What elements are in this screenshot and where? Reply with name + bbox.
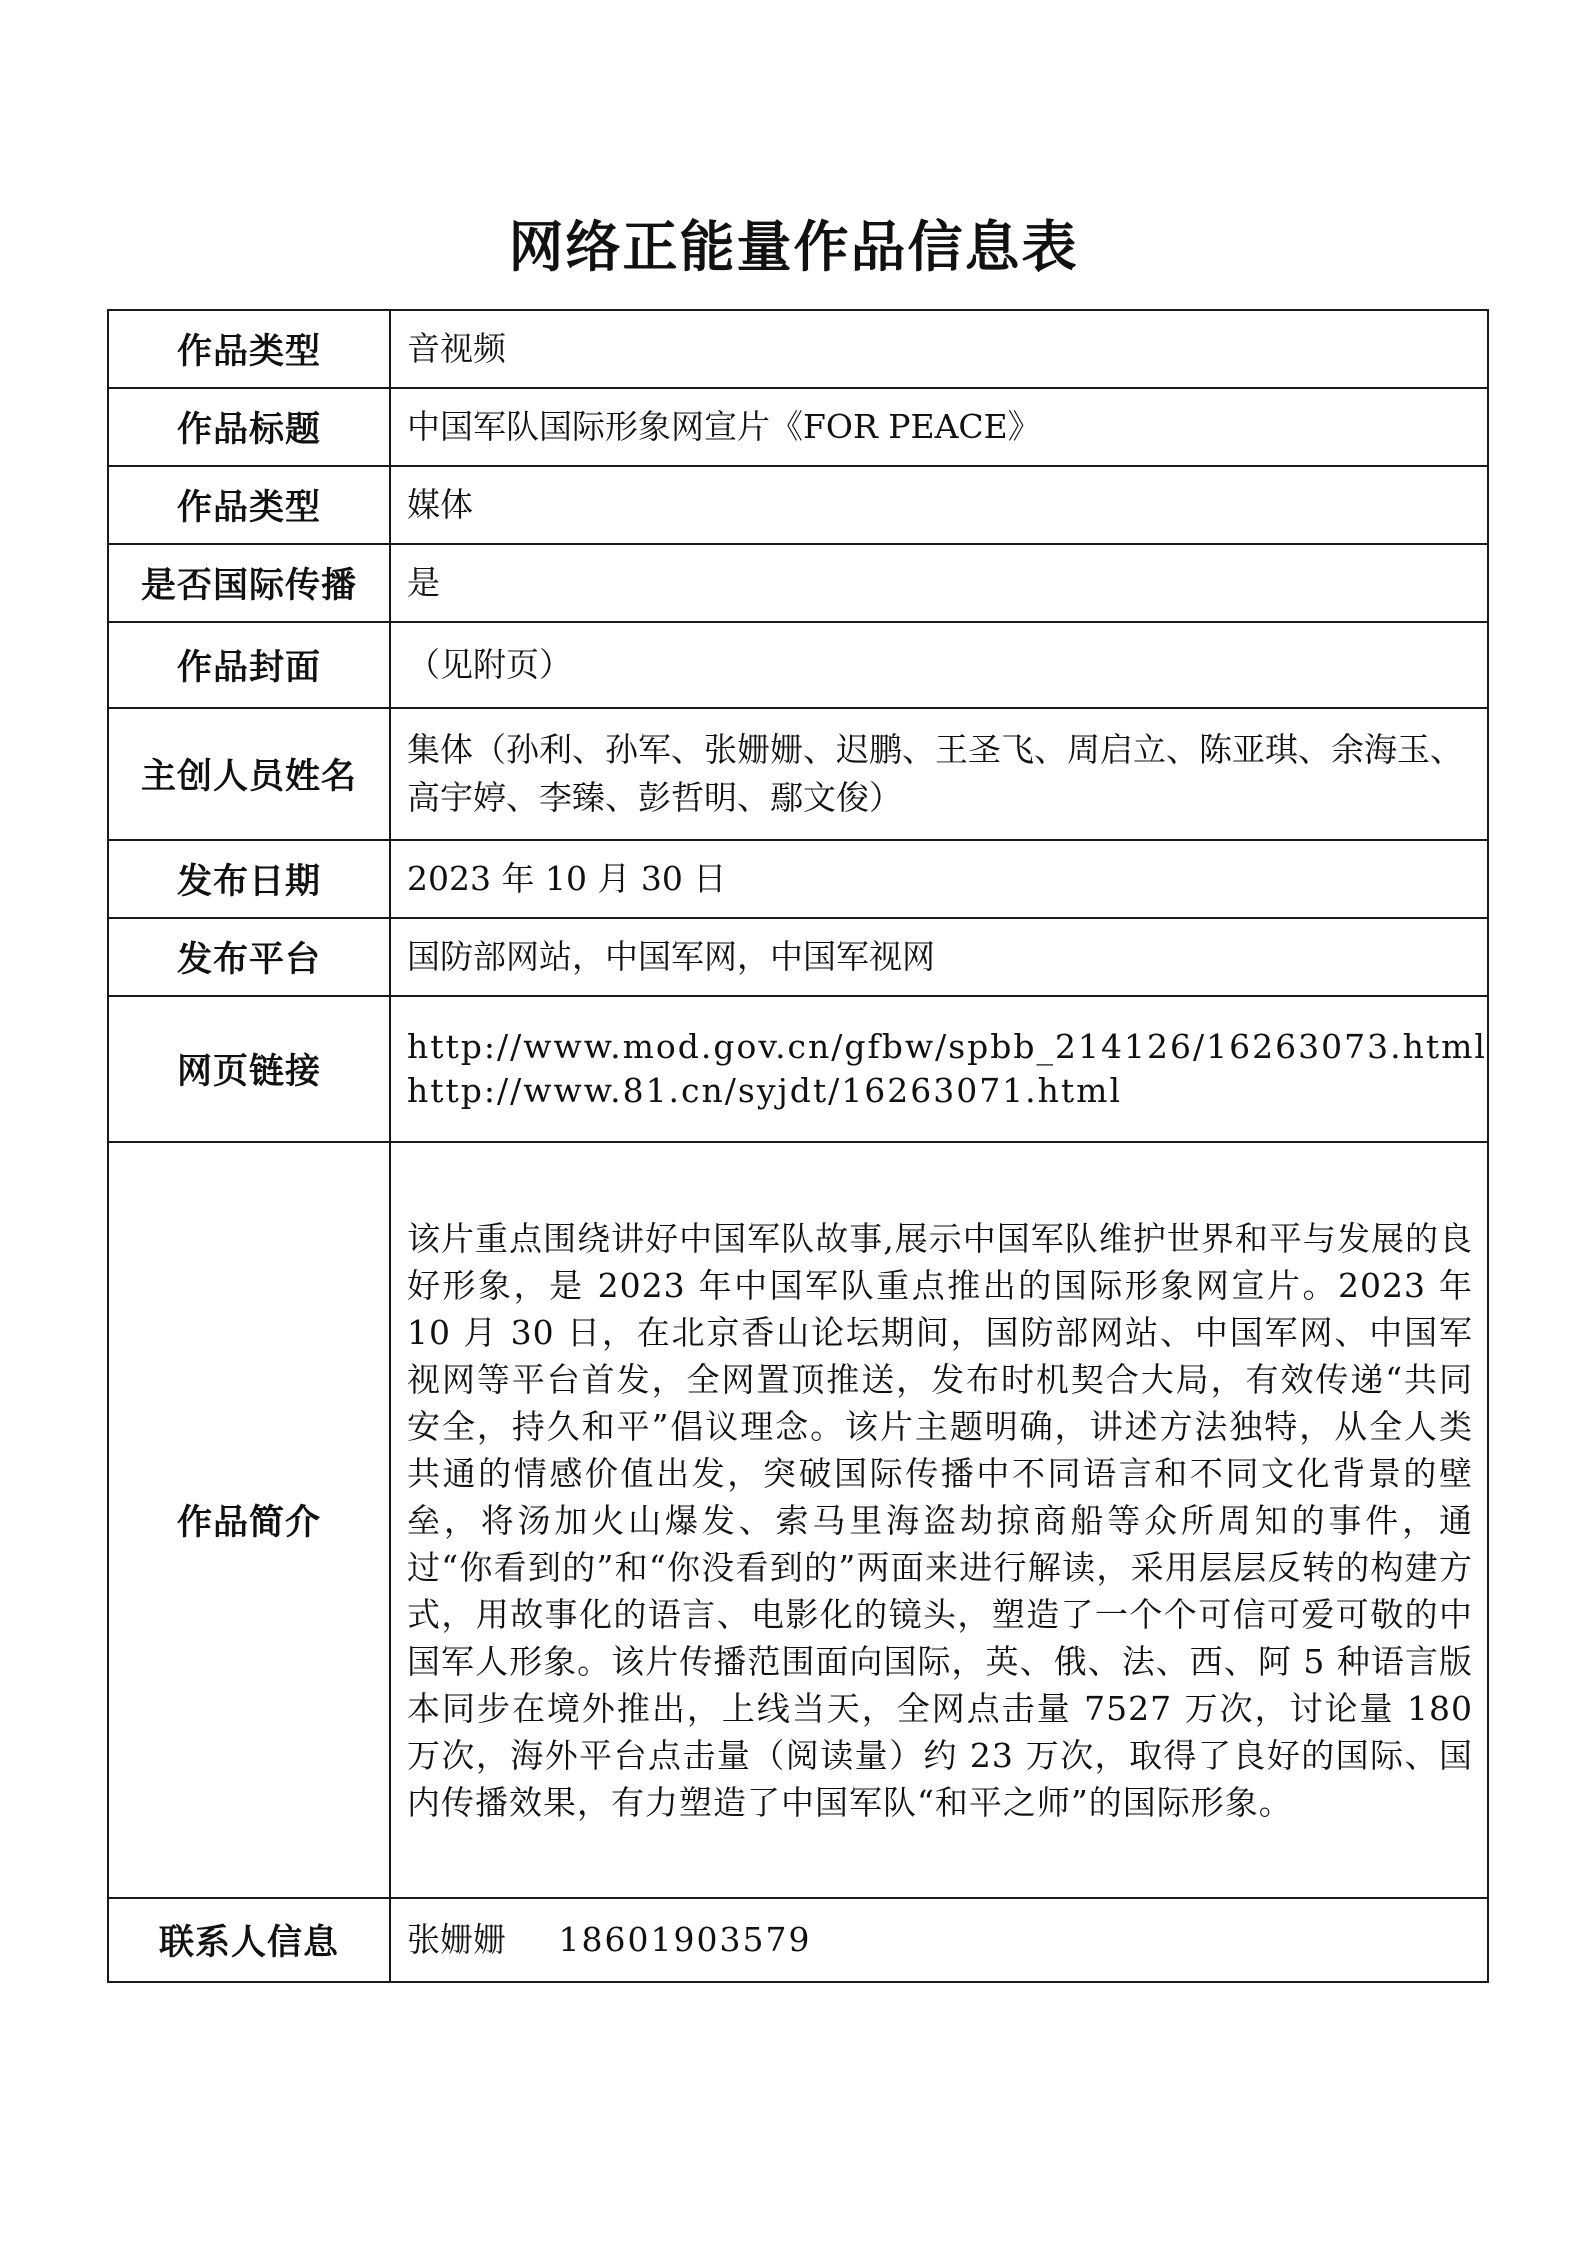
label-links: 网页链接 xyxy=(108,996,390,1142)
value-international: 是 xyxy=(390,544,1488,622)
contact-name: 张姗姗 xyxy=(407,1920,506,1959)
label-publish-date: 发布日期 xyxy=(108,840,390,918)
label-platform: 发布平台 xyxy=(108,918,390,996)
row-work-category xyxy=(108,466,1488,544)
row-work-type xyxy=(108,310,1488,388)
value-links xyxy=(390,996,1488,1142)
label-summary: 作品简介 xyxy=(108,1142,390,1898)
label-work-title: 作品标题 xyxy=(108,388,390,466)
label-creators: 主创人员姓名 xyxy=(108,708,390,840)
value-creators: 集体（孙利、孙军、张姗姗、迟鹏、王圣飞、周启立、陈亚琪、余海玉、高宇婷、李臻、彭哲明、鄢文俊） xyxy=(390,708,1488,840)
row-international xyxy=(108,544,1488,622)
link-mod[interactable]: http://www.mod.gov.cn/gfbw/spbb_214126/16263073.html xyxy=(407,1027,1487,1066)
label-contact: 联系人信息 xyxy=(108,1898,390,1982)
value-work-type: 音视频 xyxy=(390,310,1488,388)
contact-phone: 18601903579 xyxy=(558,1920,812,1959)
value-work-title: 中国军队国际形象网宣片《FOR PEACE》 xyxy=(390,388,1488,466)
row-platform xyxy=(108,918,1488,996)
row-contact xyxy=(108,1898,1488,1982)
label-cover: 作品封面 xyxy=(108,622,390,708)
value-work-category: 媒体 xyxy=(390,466,1488,544)
row-work-title xyxy=(108,388,1488,466)
value-contact xyxy=(390,1898,1488,1982)
link-81cn[interactable]: http://www.81.cn/syjdt/16263071.html xyxy=(407,1071,1123,1110)
row-summary xyxy=(108,1142,1488,1898)
label-work-category: 作品类型 xyxy=(108,466,390,544)
value-cover: （见附页） xyxy=(390,622,1488,708)
value-platform: 国防部网站，中国军网，中国军视网 xyxy=(390,918,1488,996)
value-publish-date: 2023 年 10 月 30 日 xyxy=(390,840,1488,918)
row-links xyxy=(108,996,1488,1142)
value-summary xyxy=(390,1142,1488,1898)
summary-text: 该片重点围绕讲好中国军队故事,展示中国军队维护世界和平与发展的良好形象，是 2023 年中国军队重点推出的国际形象网宣片。2023 年 10 月 30 日，在北京香山论坛期间，国防部网站、中国军网、中国军视网等平台首发，全网置顶推送，发布时机契合大局，有效传递“共同安全，持久和平”倡议理念。该片主题明确，讲述方法独特，从全人类共通的情感价值出发，突破国际传播中不同语言和不同文化背景的壁垒，将汤加火山爆发、索马里海盗劫掠商船等众所周知的事件，通过“你看到的”和“你没看到的”两面来进行解读，采用层层反转的构建方式，用故事化的语言、电影化的镜头，塑造了一个个可信可爱可敬的中国军人形象。该片传播范围面向国际，英、俄、法、西、阿 5 种语言版本同步在境外推出，上线当天，全网点击量 7527 万次，讨论量 180 万次，海外平台点击量（阅读量）约 23 万次，取得了良好的国际、国内传播效果，有力塑造了中国军队“和平之师”的国际形象。 xyxy=(407,1218,1473,1822)
row-cover xyxy=(108,622,1488,708)
label-international: 是否国际传播 xyxy=(108,544,390,622)
row-creators xyxy=(108,708,1488,840)
info-table xyxy=(107,309,1489,1983)
row-publish-date xyxy=(108,840,1488,918)
page-title: 网络正能量作品信息表 xyxy=(508,215,1079,279)
label-work-type: 作品类型 xyxy=(108,310,390,388)
